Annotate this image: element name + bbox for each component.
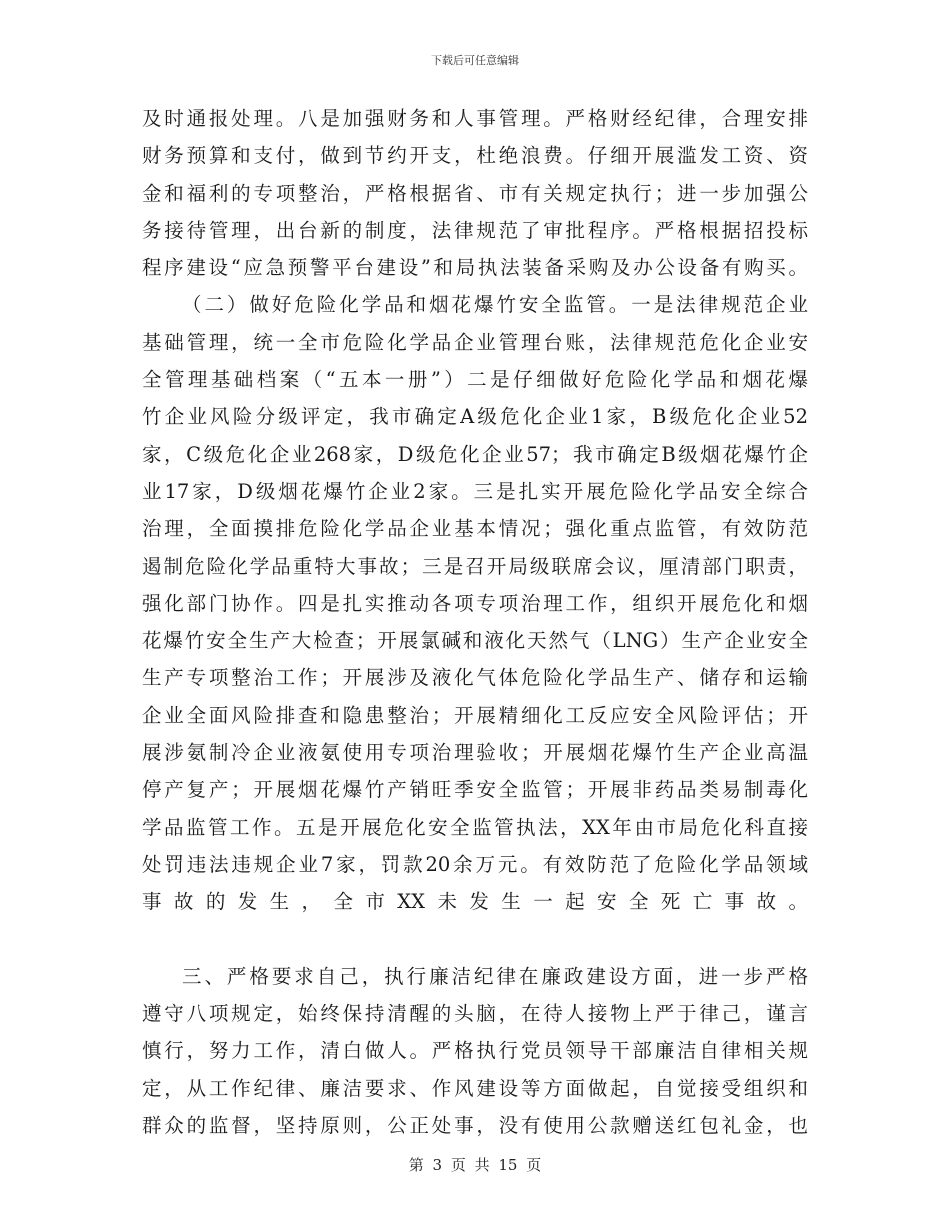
document-body — [142, 100, 808, 1144]
text-line: 事故的发生，全市XX未发生一起安全死亡事故。 — [142, 890, 808, 914]
text-line: （二）做好危险化学品和烟花爆竹安全监管。一是法律规范企业 — [182, 293, 808, 317]
text-line: 展涉氨制冷企业液氨使用专项治理验收；开展烟花爆竹生产企业高温 — [142, 741, 808, 765]
text-line: 财务预算和支付，做到节约开支，杜绝浪费。仔细开展滥发工资、资 — [142, 144, 808, 168]
text-line: 基础管理，统一全市危险化学品企业管理台账，法律规范危化企业安 — [142, 330, 808, 354]
text-line — [142, 921, 808, 958]
text-line: 全管理基础档案（“五本一册”）二是仔细做好危险化学品和烟花爆 — [142, 368, 808, 392]
text-line: 花爆竹安全生产大检查；开展氯碱和液化天然气（LNG）生产企业安全 — [142, 629, 808, 653]
text-line: 业17家，D级烟花爆竹企业2家。三是扎实开展危险化学品安全综合 — [142, 479, 808, 503]
text-line: 及时通报处理。八是加强财务和人事管理。严格财经纪律，合理安排 — [142, 107, 808, 130]
paragraph-3 — [142, 958, 808, 1144]
text-line: 强化部门协作。四是扎实推动各项专项治理工作，组织开展危化和烟 — [142, 591, 808, 615]
text-line: 务接待管理，出台新的制度，法律规范了审批程序。严格根据招投标 — [142, 218, 808, 242]
page-header: 下载后可任意编辑 — [431, 54, 519, 67]
text-line: 竹企业风险分级评定，我市确定A级危化企业1家，B级危化企业52 — [142, 405, 808, 429]
text-line: 处罚违法违规企业7家，罚款20余万元。有效防范了危险化学品领域 — [142, 852, 808, 876]
text-line: 遏制危险化学品重特大事故；三是召开局级联席会议，厘清部门职责， — [142, 554, 808, 578]
text-line: 群众的监督，坚持原则，公正处事，没有使用公款赠送红包礼金，也 — [142, 1114, 808, 1138]
text-line: 家，C级危化企业268家，D级危化企业57；我市确定B级烟花爆竹企 — [142, 442, 808, 466]
text-line: 三、严格要求自己，执行廉洁纪律在廉政建设方面，进一步严格 — [182, 964, 808, 988]
paragraph-1 — [142, 100, 808, 286]
text-line: 慎行，努力工作，清白做人。严格执行党员领导干部廉洁自律相关规 — [142, 1039, 808, 1063]
text-line: 定，从工作纪律、廉洁要求、作风建设等方面做起，自觉接受组织和 — [142, 1076, 808, 1100]
text-line: 程序建设“应急预警平台建设”和局执法装备采购及办公设备有购买。 — [142, 256, 808, 280]
text-line: 遵守八项规定，始终保持清醒的头脑，在待人接物上严于律己，谨言 — [142, 1002, 808, 1026]
paragraph-2 — [142, 286, 808, 957]
text-line: 金和福利的专项整治，严格根据省、市有关规定执行；进一步加强公 — [142, 181, 808, 205]
text-line: 生产专项整治工作；开展涉及液化气体危险化学品生产、储存和运输 — [142, 666, 808, 690]
text-line: 企业全面风险排查和隐患整治；开展精细化工反应安全风险评估；开 — [142, 703, 808, 727]
page-number-footer: 第 3 页 共 15 页 — [408, 1156, 542, 1174]
text-line: 学品监管工作。五是开展危化安全监管执法，XX年由市局危化科直接 — [142, 815, 808, 839]
text-line: 治理，全面摸排危险化学品企业基本情况；强化重点监管，有效防范 — [142, 517, 808, 541]
text-line: 停产复产；开展烟花爆竹产销旺季安全监管；开展非药品类易制毒化 — [142, 778, 808, 802]
